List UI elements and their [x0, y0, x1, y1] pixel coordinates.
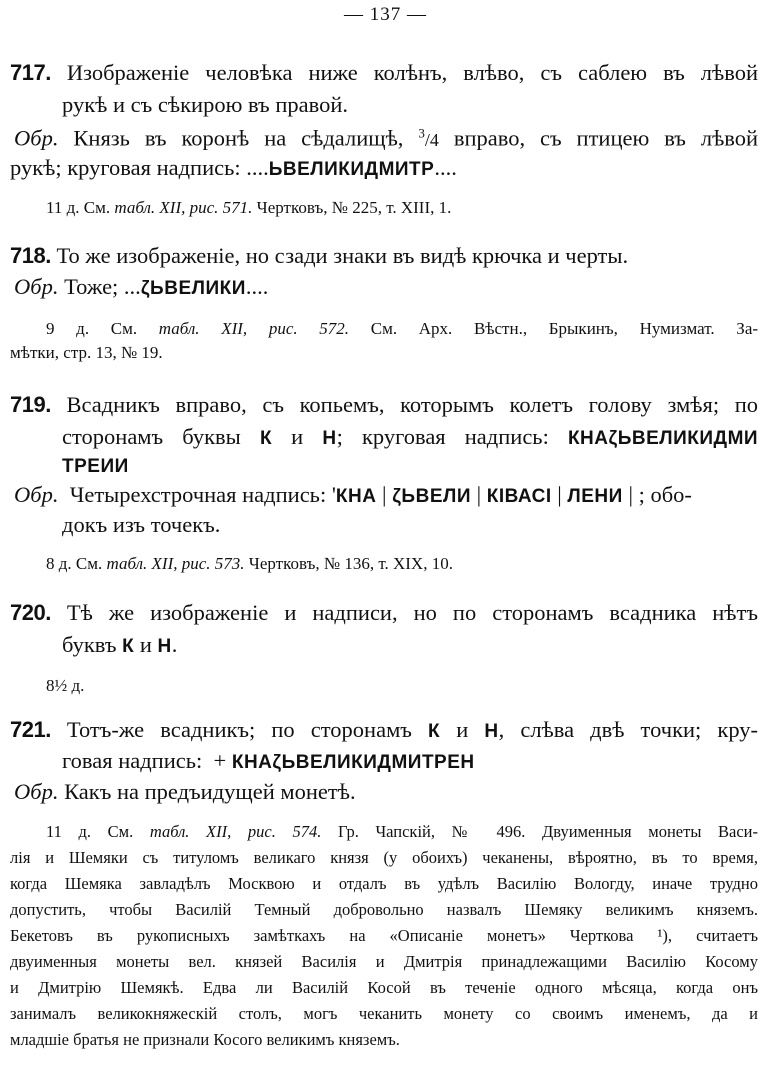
entry-719-line-2: сторонамъ буквы К и Н; круговая надпись: КНАζЬВЕЛИКИДМИ: [62, 424, 759, 449]
entry-717-number: 717.: [10, 60, 51, 85]
entry-719-line-1: [10, 392, 758, 418]
entry-720-line-1: [10, 600, 758, 626]
obverse-label: Обр.: [14, 125, 59, 151]
entry-717-line-4: рукѣ; круговая надпись: ....ЬВЕЛИКИДМИТР....: [10, 155, 457, 180]
slavonic-inscription: ζЬВЕЛИКИ: [140, 278, 246, 299]
obverse-label: Обр.: [14, 482, 59, 507]
entry-720-text-1: Тѣ же изображеніе и надписи, но по сторонамъ всадника нѣтъ: [66, 600, 758, 625]
entry-721-note-5: Бекетовъ въ рукописныхъ замѣткахъ на «Описаніе монетъ» Черткова ¹), считаетъ: [10, 926, 758, 945]
obverse-label: Обр.: [14, 779, 59, 804]
entry-718-line-2: Обр. Тоже; ...ζЬВЕЛИКИ....: [14, 274, 269, 299]
slavonic-inscription: КНАζЬВЕЛИКИДМИТРЕН: [231, 752, 475, 773]
slavonic-inscription-cont: ТРЕИИ: [62, 456, 129, 477]
entry-719-line-4: Обр. Четырехстрочная надпись: 'КНА | ζЬВЕЛИ | КІВАСІ | ЛЕНИ | ; обо-: [14, 482, 692, 507]
slavonic-inscription: ЬВЕЛИКИДМИТР: [268, 159, 435, 180]
entry-719-note: 8 д. См. табл. XII, рис. 573. Чертковъ, № 136, т. XIX, 10.: [46, 554, 453, 573]
entry-717-text-3b: вправо, съ птицею въ лѣвой: [453, 125, 759, 151]
entry-719-line-3: [62, 452, 129, 478]
entry-718-line-1: [10, 243, 628, 269]
entry-721-line-1: 721. Тотъ-же всадникъ; по сторонамъ К и Н, слѣва двѣ точки; кру-: [10, 717, 759, 742]
obverse-label: Обр.: [14, 274, 59, 299]
entry-717-text-1: Изображеніе человѣка ниже колѣнъ, влѣво, съ саблею въ лѣвой: [66, 60, 759, 85]
entry-718-note-2: мѣтки, стр. 13, № 19.: [10, 343, 163, 362]
entry-721-note-9: младшіе братья не признали Косого великимъ княземъ.: [10, 1030, 400, 1049]
entry-718-number: 718.: [10, 243, 51, 268]
entry-720-line-2: буквъ К и Н.: [62, 632, 178, 657]
entry-721-note-4: допустить, чтобы Василій Темный добровольно назвалъ Шемяку великимъ княземъ.: [10, 900, 758, 919]
entry-719-number: 719.: [10, 392, 51, 417]
entry-720-number: 720.: [10, 600, 51, 625]
entry-717-line-2: рукѣ и съ сѣкирою въ правой.: [62, 92, 348, 117]
entry-721-line-3: Обр. Какъ на предъидущей монетѣ.: [14, 779, 356, 804]
entry-717-note: 11 д. См. табл. XII, рис. 571. Чертковъ, № 225, т. XIII, 1.: [46, 198, 452, 217]
entry-718-note-1: 9 д. См. табл. XII, рис. 572. См. Арх. Вѣстн., Брыкинъ, Нумизмат. За-: [46, 319, 759, 338]
entry-721-note-7: и Дмитрію Шемякѣ. Едва ли Василій Косой въ теченіе одного мѣсяца, когда онъ: [10, 978, 758, 997]
entry-720-note: 8½ д.: [46, 676, 85, 695]
fraction: $^3$/4: [418, 125, 439, 150]
page-number: — 137 —: [344, 4, 427, 25]
entry-718-text-1: То же изображеніе, но сзади знаки въ видѣ крючка и черты.: [56, 243, 629, 268]
entry-721-note-6: двуименныя монеты вел. князей Василія и Дмитрія принадлежащими Василію Косому: [10, 952, 758, 971]
entry-719-text-1: Всадникъ вправо, съ копьемъ, которымъ колетъ голову змѣя; по: [66, 392, 759, 417]
entry-721-number: 721.: [10, 717, 51, 742]
entry-719-line-5: докъ изъ точекъ.: [62, 512, 221, 537]
entry-721-note-3: когда Шемяка завладѣлъ Москвою и отдалъ въ удѣлъ Василію Вологду, иначе трудно: [10, 874, 758, 893]
slavonic-inscription: КНАζЬВЕЛИКИДМИ: [567, 428, 759, 449]
entry-721-note-1: 11 д. См. табл. XII, рис. 574. Гр. Чапскій, № 496. Двуименныя монеты Васи-: [46, 822, 758, 841]
entry-721-line-2: говая надпись: + КНАζЬВЕЛИКИДМИТРЕН: [62, 748, 475, 773]
entry-717-line-1: [10, 60, 758, 86]
entry-721-note-8: занималъ великокняжескій столъ, могъ чеканить монету со своимъ именемъ, да и: [10, 1004, 758, 1023]
entry-721-note-2: лія и Шемяки съ титуломъ великаго князя (у обоихъ) чеканены, вѣроятно, въ то время,: [10, 848, 758, 867]
entry-717-text-3a: Князь въ коронѣ на сѣдалищѣ,: [73, 125, 404, 151]
entry-717-line-3: [14, 125, 758, 152]
